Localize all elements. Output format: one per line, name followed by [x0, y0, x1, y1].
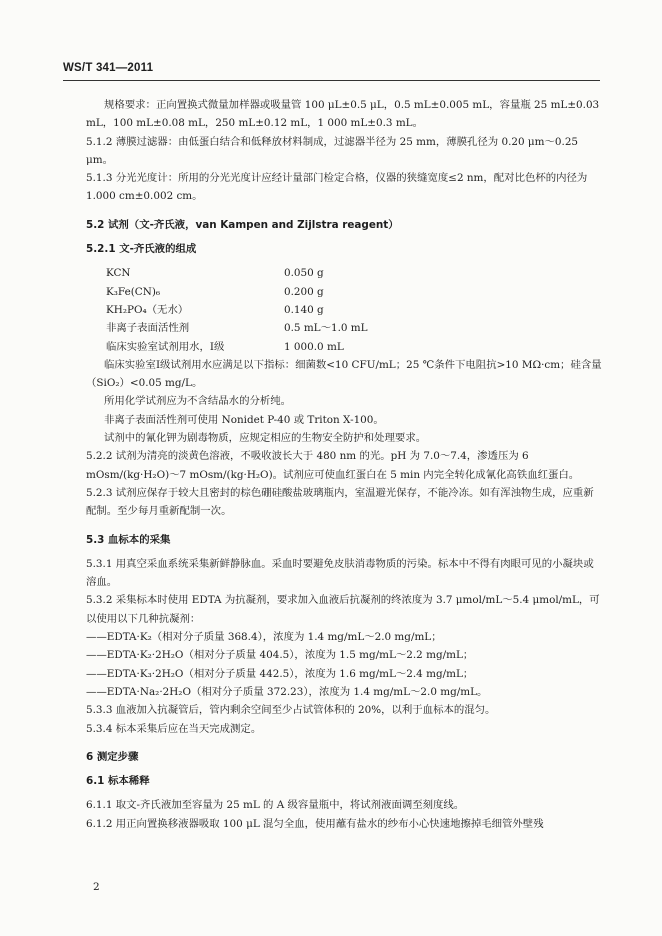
- clause-5-3-2: 5.3.2 采集标本时使用 EDTA 为抗凝剂，要求加入血液后抗凝剂的终浓度为 3.7 μmol/mL～5.4 μmol/mL，可以使用以下几种抗凝剂：: [86, 594, 600, 625]
- list-item: ——EDTA·K₃·2H₂O（相对分子质量 442.5），浓度为 1.6 mg/mL～2.4 mg/mL；: [86, 667, 474, 680]
- paragraph: 临床实验室Ⅰ级试剂用水应满足以下指标：细菌数<10 CFU/mL；25 ℃条件下电阻抗>10 MΩ·cm；硅含量（SiO₂）<0.05 mg/L。: [86, 358, 602, 390]
- clause-5-3-3: 5.3.3 血液加入抗凝管后，管内剩余空间至少占试管体积的 20%，以利于血标本的混匀。: [86, 704, 496, 717]
- paragraph: 试剂中的氰化钾为剧毒物质，应规定相应的生物安全防护和处理要求。: [104, 432, 427, 445]
- header-rule: [63, 80, 600, 81]
- composition-amount: 0.200 g: [284, 285, 324, 298]
- clause-5-2-2: 5.2.2 试剂为清亮的淡黄色溶液，不吸收波长大于 480 nm 的光。pH 为 7.0～7.4，渗透压为 6 mOsm/(kg·H₂O)～7 mOsm/(kg·H₂O)。试剂应可使血红蛋白在 5 min 内完全转化成氰化高铁血红蛋白。: [86, 450, 580, 481]
- paragraph: 所用化学试剂应为不含结晶水的分析纯。: [104, 395, 292, 408]
- section-heading-6: 6 测定步骤: [86, 750, 139, 763]
- standard-number: WS/T 341—2011: [63, 62, 154, 74]
- composition-name: KCN: [106, 267, 131, 280]
- list-item: ——EDTA·Na₂·2H₂O（相对分子质量 372.23），浓度为 1.4 mg/mL～2.0 mg/mL。: [86, 685, 488, 698]
- section-heading-5-2: 5.2 试剂（文-齐氏液，van Kampen and Zijlstra reagent）: [86, 218, 399, 231]
- clause-6-1-1: 6.1.1 取文-齐氏液加至容量为 25 mL 的 A 级容量瓶中，将试剂液面调至刻度线。: [86, 799, 465, 812]
- clause-6-1-2: 6.1.2 用正向置换移液器吸取 100 μL 混匀全血，使用蘸有盐水的纱布小心快速地擦掉毛细管外壁残: [86, 817, 544, 830]
- composition-amount: 0.140 g: [284, 303, 324, 316]
- composition-amount: 0.050 g: [284, 267, 324, 280]
- table-row: [106, 338, 368, 356]
- composition-name: 临床实验室试剂用水，Ⅰ级: [106, 340, 225, 353]
- clause-5-1-3: 5.1.3 分光光度计：所用的分光光度计应经计量部门检定合格，仪器的狭缝宽度≤2 nm，配对比色杯的内径为 1.000 cm±0.002 cm。: [86, 172, 588, 203]
- composition-amount: 1 000.0 mL: [284, 340, 344, 353]
- composition-amount: 0.5 mL～1.0 mL: [284, 322, 368, 335]
- paragraph: 规格要求：正向置换式微量加样器或吸量管 100 μL±0.5 μL，0.5 mL±0.005 mL，容量瓶 25 mL±0.03 mL，100 mL±0.08 mL，250 mL±0.12 mL，1 000 mL±0.3 mL。: [86, 99, 600, 130]
- composition-name: KH₂PO₄（无水）: [106, 303, 189, 316]
- paragraph: 非离子表面活性剂可使用 Nonidet P-40 或 Triton X-100。: [104, 413, 384, 426]
- section-heading-6-1: 6.1 标本稀释: [86, 775, 150, 788]
- body-text: [86, 96, 602, 833]
- composition-name: 非离子表面活性剂: [106, 322, 190, 335]
- composition-name: K₃Fe(CN)₆: [106, 285, 161, 298]
- table-row: [106, 319, 368, 337]
- clause-5-2-3: 5.2.3 试剂应保存于较大且密封的棕色硼硅酸盐玻璃瓶内，室温避光保存，不能冷冻。如有浑浊物生成，应重新配制。至少每月重新配制一次。: [86, 486, 594, 518]
- page-number: 2: [93, 881, 100, 893]
- list-item: ——EDTA·K₂（相对分子质量 368.4），浓度为 1.4 mg/mL～2.0 mg/mL；: [86, 631, 442, 644]
- clause-5-3-1: 5.3.1 用真空采血系统采集新鲜静脉血。采血时要避免皮肤消毒物质的污染。标本中不得有肉眼可见的小凝块或溶血。: [86, 557, 594, 589]
- table-row: [106, 283, 368, 301]
- clause-5-1-2: 5.1.2 薄膜过滤器：由低蛋白结合和低释放材料制成，过滤器半径为 25 mm，薄膜孔径为 0.20 μm～0.25 μm。: [86, 135, 579, 166]
- clause-5-3-4: 5.3.4 标本采集后应在当天完成测定。: [86, 722, 262, 735]
- table-row: [106, 264, 368, 282]
- list-item: ——EDTA·K₂·2H₂O（相对分子质量 404.5），浓度为 1.5 mg/mL～2.2 mg/mL；: [86, 649, 474, 662]
- composition-table: [106, 264, 368, 355]
- section-heading-5-2-1: 5.2.1 文-齐氏液的组成: [86, 243, 197, 256]
- table-row: [106, 301, 368, 319]
- section-heading-5-3: 5.3 血标本的采集: [86, 533, 171, 546]
